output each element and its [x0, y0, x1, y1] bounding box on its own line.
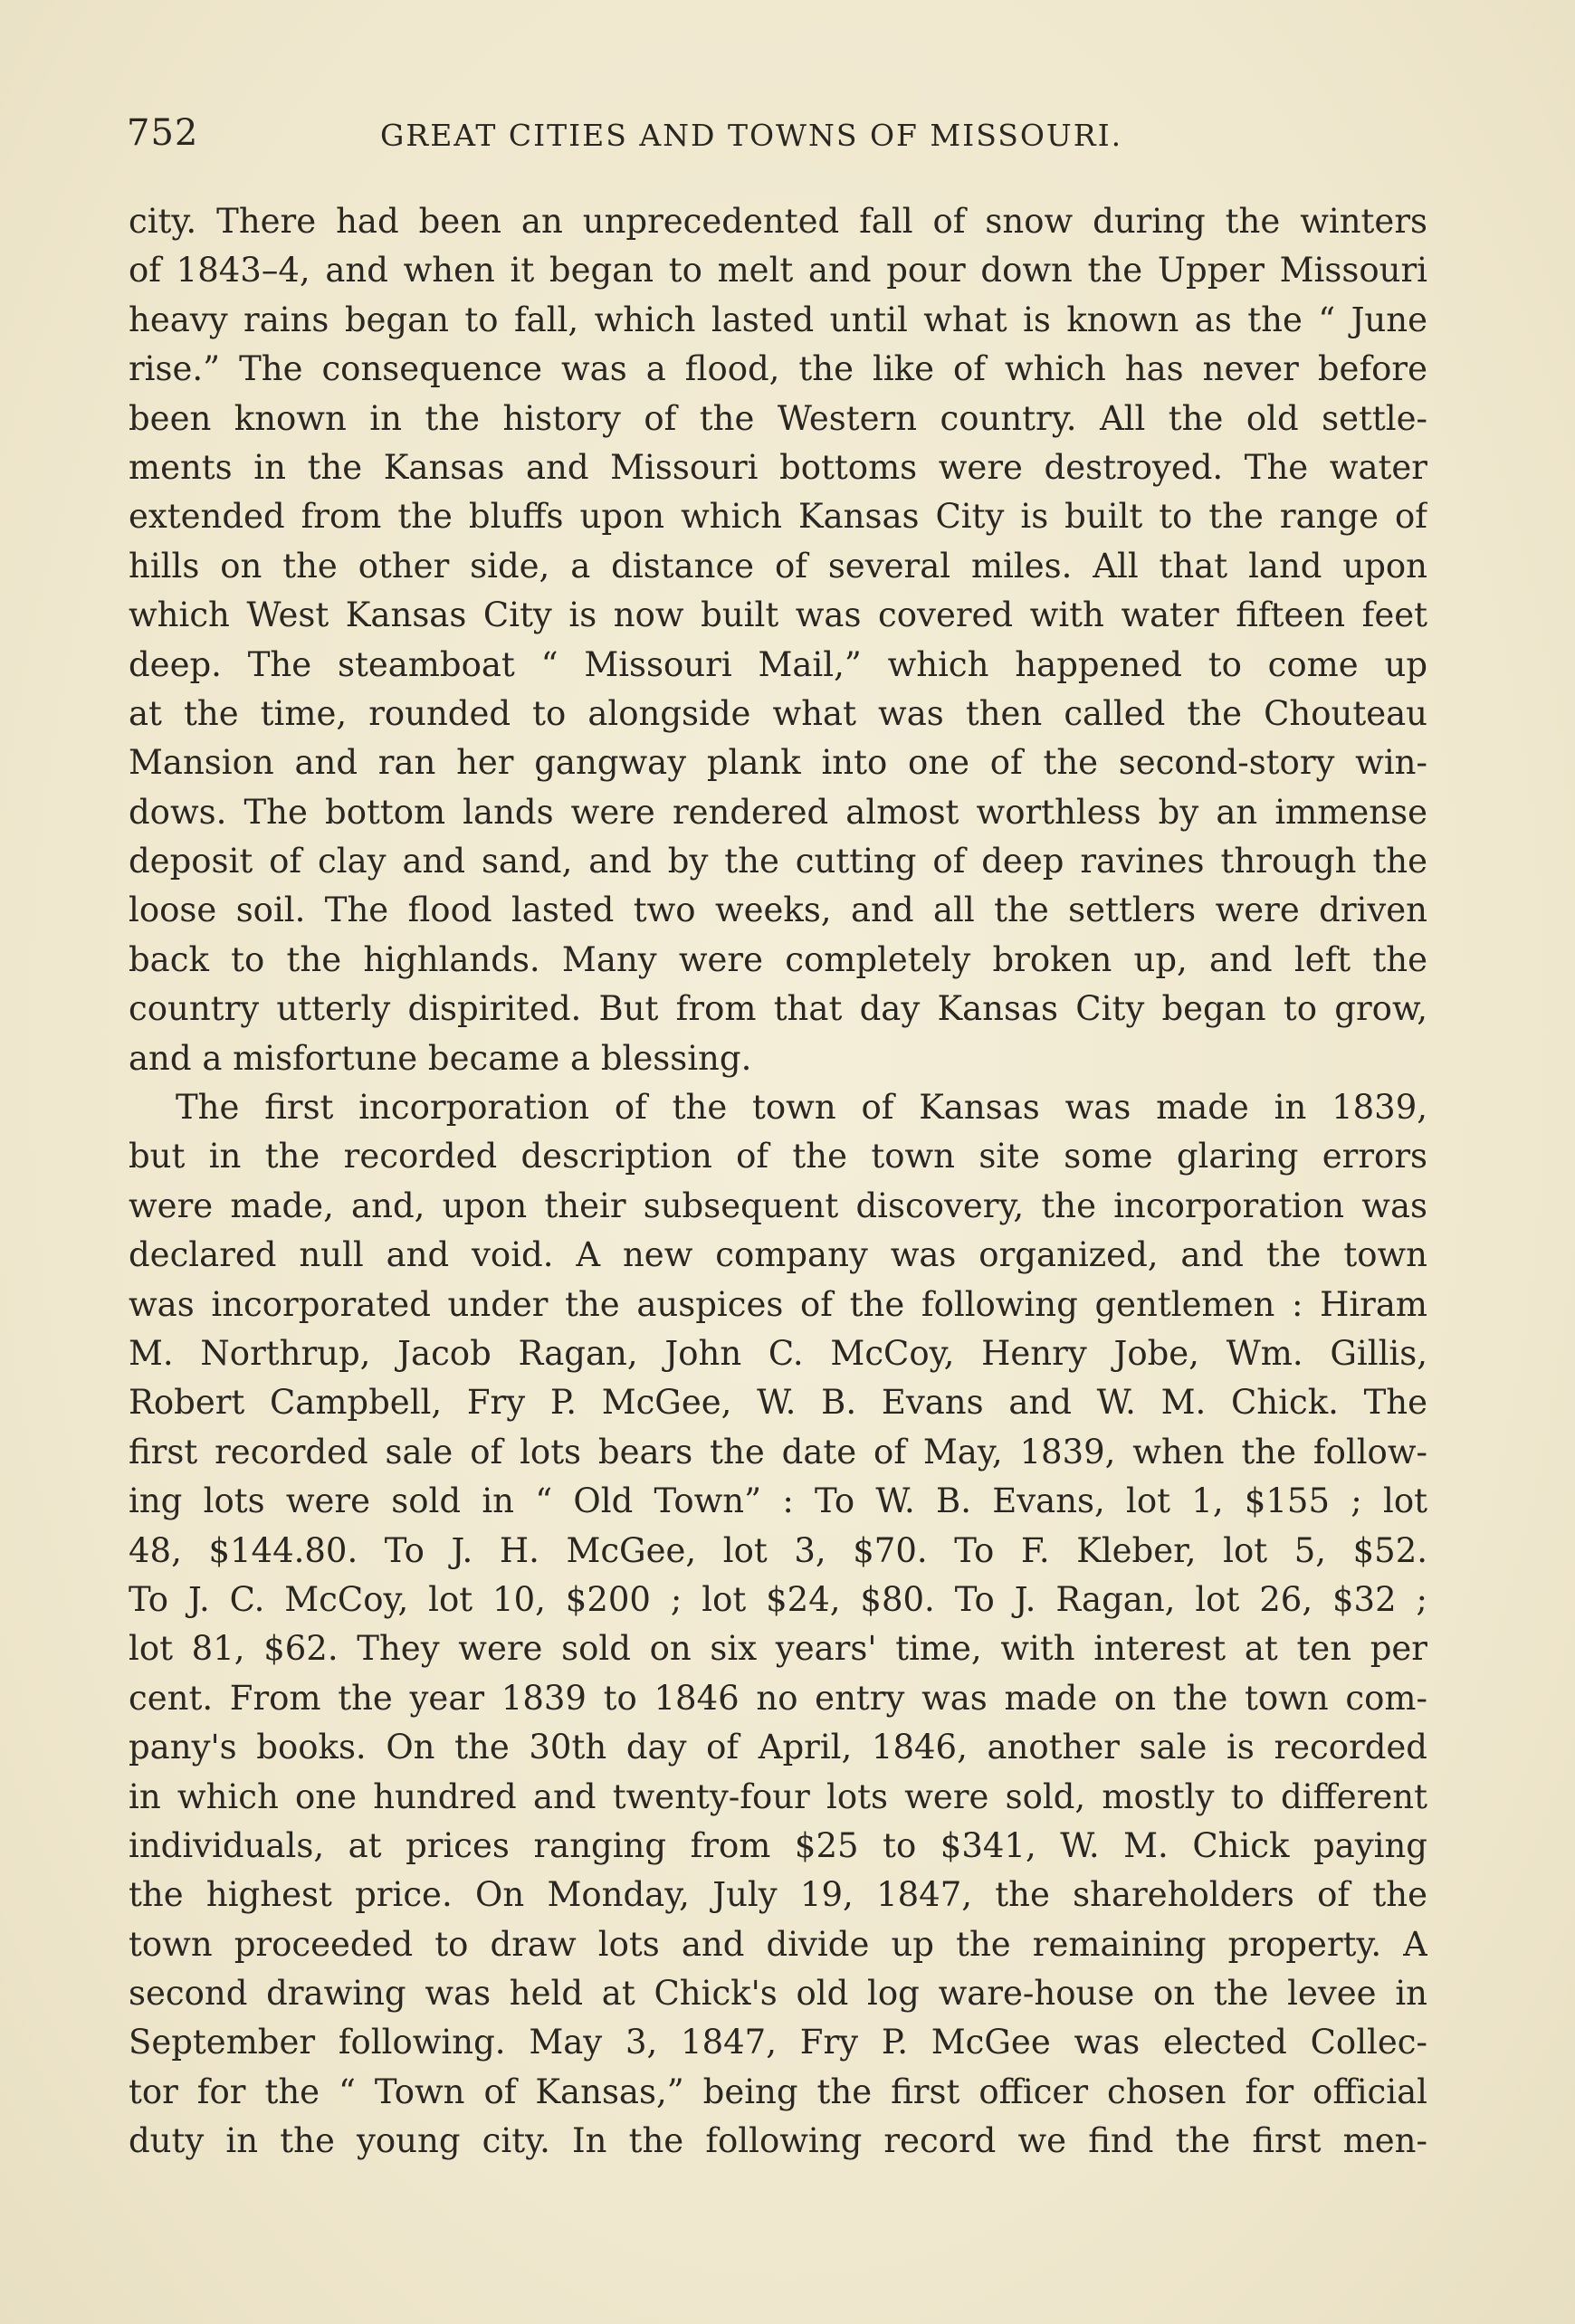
text-line: declared null and void. A new company was organized, and the town: [129, 1235, 1427, 1275]
text-line: dows. The bottom lands were rendered almost worthless by an immense: [129, 792, 1427, 832]
text-line: 48, $144.80. To J. H. McGee, lot 3, $70. To F. Kleber, lot 5, $52.: [129, 1530, 1427, 1570]
running-head: GREAT CITIES AND TOWNS OF MISSOURI.: [380, 118, 1123, 153]
text-line: ing lots were sold in “ Old Town” : To W. B. Evans, lot 1, $155 ; lot: [129, 1481, 1427, 1521]
text-line: country utterly dispirited. But from that day Kansas City began to grow,: [129, 989, 1427, 1029]
text-line: hills on the other side, a distance of several miles. All that land upon: [129, 546, 1427, 586]
text-line: in which one hundred and twenty-four lots were sold, mostly to different: [129, 1776, 1427, 1816]
text-line: heavy rains began to fall, which lasted until what is known as the “ June: [129, 300, 1427, 339]
text-line: September following. May 3, 1847, Fry P. McGee was elected Collec-: [129, 2023, 1427, 2062]
text-line: Mansion and ran her gangway plank into one of the second-story win-: [129, 743, 1427, 783]
text-line: tor for the “ Town of Kansas,” being the first officer chosen for official: [129, 2072, 1427, 2111]
text-line: and a misfortune became a blessing.: [129, 1038, 752, 1078]
text-line: duty in the young city. In the following record we find the first men-: [129, 2121, 1427, 2161]
text-line: was incorporated under the auspices of the following gentlemen : Hiram: [129, 1284, 1427, 1324]
page-header: [127, 112, 1430, 167]
text-line: cent. From the year 1839 to 1846 no entry was made on the town com-: [129, 1678, 1427, 1718]
text-line: of 1843–4, and when it began to melt and pour down the Upper Missouri: [129, 251, 1427, 290]
text-line: M. Northrup, Jacob Ragan, John C. McCoy, Henry Jobe, Wm. Gillis,: [129, 1333, 1427, 1373]
text-line: To J. C. McCoy, lot 10, $200 ; lot $24, $80. To J. Ragan, lot 26, $32 ;: [129, 1579, 1427, 1619]
text-line: The first incorporation of the town of Kansas was made in 1839,: [176, 1088, 1427, 1128]
text-line: Robert Campbell, Fry P. McGee, W. B. Evans and W. M. Chick. The: [129, 1383, 1427, 1423]
text-line: extended from the bluffs upon which Kansas City is built to the range of: [129, 497, 1427, 537]
text-line: individuals, at prices ranging from $25 to $341, W. M. Chick paying: [129, 1825, 1427, 1865]
text-line: first recorded sale of lots bears the date of May, 1839, when the follow-: [129, 1432, 1427, 1472]
text-line: lot 81, $62. They were sold on six years' time, with interest at ten per: [129, 1629, 1427, 1669]
text-line: back to the highlands. Many were completely broken up, and left the: [129, 939, 1427, 979]
text-line: at the time, rounded to alongside what was then called the Chouteau: [129, 693, 1427, 733]
text-line: town proceeded to draw lots and divide up the remaining property. A: [129, 1924, 1427, 1964]
text-line: second drawing was held at Chick's old log ware-house on the levee in: [129, 1974, 1427, 2014]
text-line: were made, and, upon their subsequent discovery, the incorporation was: [129, 1186, 1427, 1225]
page-number: 752: [127, 112, 199, 154]
text-line: rise.” The consequence was a flood, the like of which has never before: [129, 349, 1427, 389]
text-line: been known in the history of the Western country. All the old settle-: [129, 398, 1427, 438]
text-line: deep. The steamboat “ Missouri Mail,” which happened to come up: [129, 644, 1427, 684]
text-line: pany's books. On the 30th day of April, 1846, another sale is recorded: [129, 1728, 1427, 1767]
text-line: which West Kansas City is now built was covered with water fifteen feet: [129, 595, 1427, 635]
text-line: but in the recorded description of the town site some glaring errors: [129, 1137, 1427, 1176]
text-line: deposit of clay and sand, and by the cutting of deep ravines through the: [129, 842, 1427, 881]
text-line: ments in the Kansas and Missouri bottoms were destroyed. The water: [129, 447, 1427, 487]
text-line: city. There had been an unprecedented fall of snow during the winters: [129, 202, 1427, 241]
body-text: [129, 197, 1427, 2167]
text-line: loose soil. The flood lasted two weeks, and all the settlers were driven: [129, 891, 1427, 930]
text-line: the highest price. On Monday, July 19, 1847, the shareholders of the: [129, 1875, 1427, 1915]
